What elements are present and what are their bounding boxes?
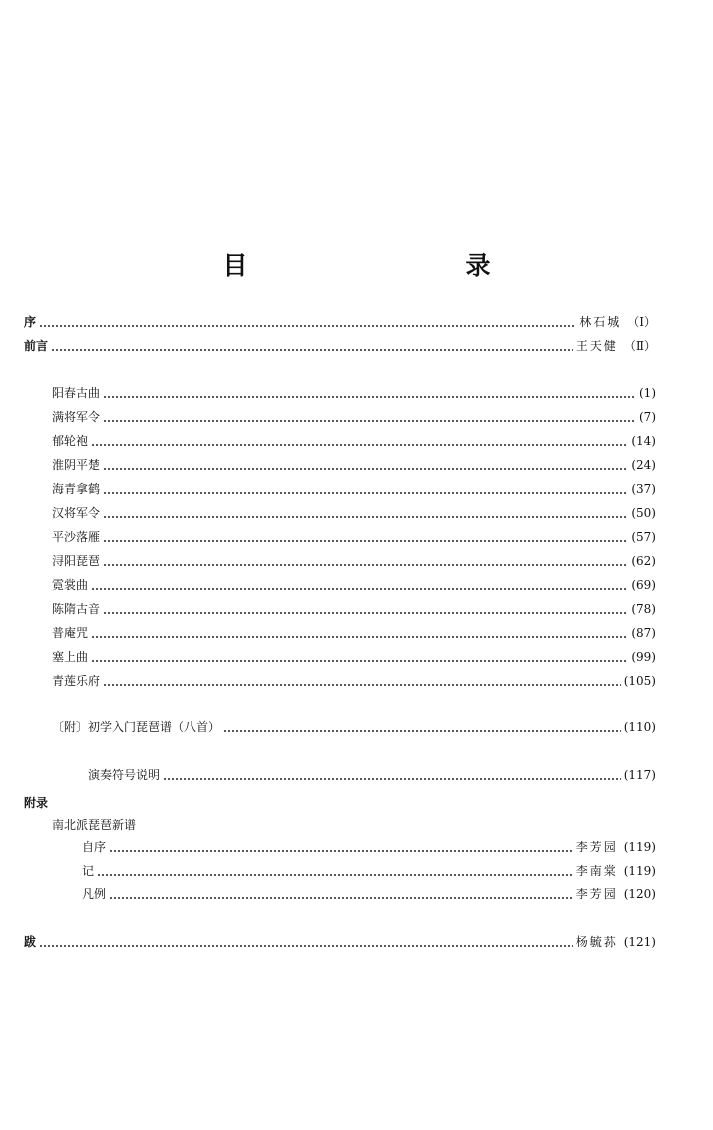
entry-label: 汉将军令	[52, 506, 101, 520]
leader-dots	[39, 945, 573, 947]
entry-author: 李芳园	[575, 887, 618, 901]
leader-dots	[103, 684, 621, 686]
entry-page: (1)	[639, 386, 656, 400]
leader-dots	[103, 492, 628, 494]
entry-label: 凡例	[82, 887, 107, 901]
toc-entry-piece[interactable]	[52, 529, 656, 545]
toc-entry-piece[interactable]	[52, 553, 656, 569]
entry-page: (62)	[631, 554, 656, 568]
entry-label: 浔阳琵琶	[52, 554, 101, 568]
entry-label: 淮阴平楚	[52, 458, 101, 472]
leader-dots	[103, 540, 628, 542]
leader-dots	[109, 897, 573, 899]
toc-entry-piece[interactable]	[52, 409, 656, 425]
entry-page: (50)	[631, 506, 656, 520]
entry-label: 满将军令	[52, 410, 101, 424]
toc-entry-appendix[interactable]	[82, 886, 656, 902]
appendix-subheading: 南北派琵琶新谱	[52, 818, 137, 832]
entry-label: 塞上曲	[52, 650, 89, 664]
entry-author: 李南棠	[575, 864, 618, 878]
entry-label: 陈隋古音	[52, 602, 101, 616]
entry-label: 记	[82, 864, 95, 878]
entry-page: （Ⅱ）	[623, 339, 656, 353]
toc-entry-piece[interactable]	[52, 625, 656, 641]
entry-page: (14)	[631, 434, 656, 448]
leader-dots	[91, 588, 628, 590]
toc-entry-foreword[interactable]	[24, 338, 656, 354]
entry-label: 郁轮袍	[52, 434, 89, 448]
leader-dots	[163, 778, 621, 780]
entry-label: 前言	[24, 339, 49, 353]
entry-label: 青莲乐府	[52, 674, 101, 688]
entry-page: (7)	[639, 410, 656, 424]
leader-dots	[223, 730, 621, 732]
entry-page: (117)	[623, 768, 656, 782]
leader-dots	[109, 850, 573, 852]
toc-entry-piece[interactable]	[52, 505, 656, 521]
entry-page: (121)	[623, 935, 656, 949]
entry-page: (37)	[631, 482, 656, 496]
entry-page: (119)	[623, 864, 656, 878]
entry-page: (57)	[631, 530, 656, 544]
toc-entry-appendix[interactable]	[82, 839, 656, 855]
entry-label: 〔附〕初学入门琵琶谱（八首）	[52, 720, 221, 734]
entry-label: 普庵咒	[52, 626, 89, 640]
entry-author: 杨毓荪	[575, 935, 618, 949]
entry-page: (120)	[623, 887, 656, 901]
entry-label: 阳春古曲	[52, 386, 101, 400]
entry-label: 霓裳曲	[52, 578, 89, 592]
entry-author: 林石城	[579, 315, 622, 329]
toc-entry-appendix[interactable]	[82, 863, 656, 879]
leader-dots	[91, 636, 628, 638]
leader-dots	[97, 874, 573, 876]
page-title: 目 录	[222, 251, 547, 280]
toc-entry-piece[interactable]	[52, 601, 656, 617]
appendix-heading: 附录	[24, 796, 49, 810]
entry-label: 序	[24, 315, 37, 329]
entry-page: (87)	[631, 626, 656, 640]
entry-page: (110)	[623, 720, 656, 734]
toc-entry-piece[interactable]	[52, 385, 656, 401]
leader-dots	[51, 349, 573, 351]
entry-label: 自序	[82, 840, 107, 854]
toc-entry-piece[interactable]	[52, 481, 656, 497]
toc-entry-piece[interactable]	[52, 673, 656, 689]
entry-author: 李芳园	[575, 840, 618, 854]
entry-label: 跋	[24, 935, 37, 949]
entry-label: 平沙落雁	[52, 530, 101, 544]
leader-dots	[103, 420, 636, 422]
leader-dots	[91, 660, 628, 662]
toc-entry-attached[interactable]	[52, 719, 656, 735]
leader-dots	[103, 516, 628, 518]
toc-entry-piece[interactable]	[52, 649, 656, 665]
toc-entry-piece[interactable]	[52, 577, 656, 593]
entry-page: (119)	[623, 840, 656, 854]
entry-page: (78)	[631, 602, 656, 616]
entry-label: 海青拿鹤	[52, 482, 101, 496]
toc-entry-notation[interactable]	[88, 767, 656, 783]
entry-page: (24)	[631, 458, 656, 472]
leader-dots	[103, 612, 628, 614]
leader-dots	[39, 325, 576, 327]
leader-dots	[103, 564, 628, 566]
leader-dots	[103, 396, 636, 398]
entry-page: (99)	[631, 650, 656, 664]
toc-entry-piece[interactable]	[52, 433, 656, 449]
entry-page: （Ⅰ）	[627, 315, 656, 329]
entry-page: (105)	[623, 674, 656, 688]
toc-entry-postscript[interactable]	[24, 934, 656, 950]
leader-dots	[91, 444, 628, 446]
toc-entry-preface[interactable]	[24, 314, 656, 330]
entry-page: (69)	[631, 578, 656, 592]
entry-author: 王天健	[575, 339, 618, 353]
leader-dots	[103, 468, 628, 470]
entry-label: 演奏符号说明	[88, 768, 161, 782]
toc-entry-piece[interactable]	[52, 457, 656, 473]
